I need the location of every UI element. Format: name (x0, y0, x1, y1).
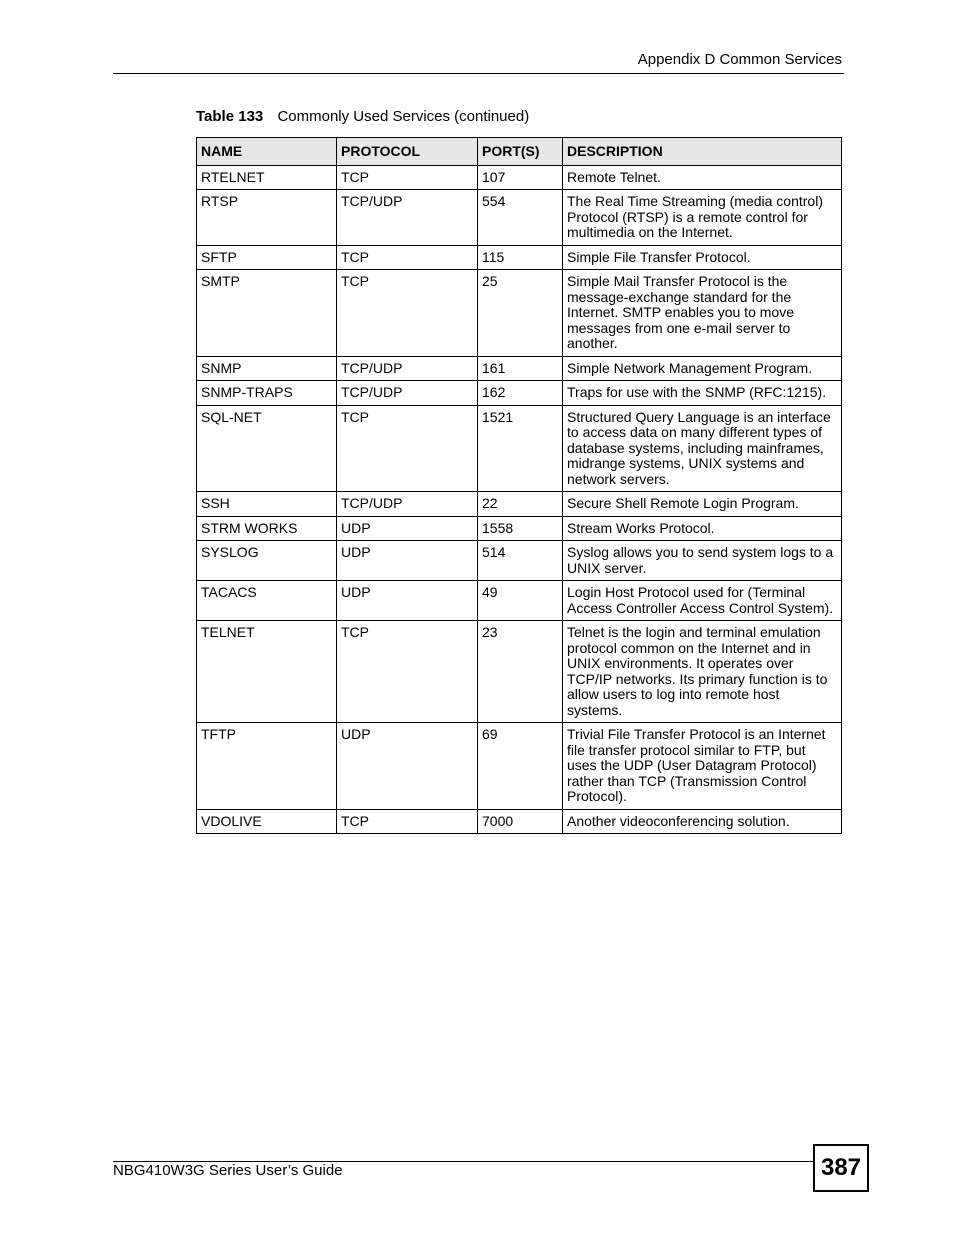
cell-protocol: TCP (337, 809, 478, 834)
header-title: Appendix D Common Services (637, 51, 842, 68)
cell-name: TACACS (197, 581, 337, 621)
cell-ports: 7000 (478, 809, 563, 834)
table-row (197, 270, 842, 357)
table-body (197, 165, 842, 834)
cell-protocol: UDP (337, 541, 478, 581)
column-header-ports: PORT(S) (478, 138, 563, 166)
cell-name: RTSP (197, 190, 337, 246)
cell-ports: 162 (478, 381, 563, 406)
cell-ports: 554 (478, 190, 563, 246)
cell-ports: 22 (478, 492, 563, 517)
cell-ports: 49 (478, 581, 563, 621)
cell-protocol: TCP/UDP (337, 381, 478, 406)
table-row (197, 516, 842, 541)
cell-protocol: UDP (337, 723, 478, 810)
table-row (197, 581, 842, 621)
column-header-name: NAME (197, 138, 337, 166)
cell-protocol: TCP (337, 270, 478, 357)
cell-protocol: TCP/UDP (337, 492, 478, 517)
cell-name: TELNET (197, 621, 337, 723)
cell-description: Simple Mail Transfer Protocol is the message-exchange standard for the Internet. SMTP enables you to move messages from one e-mail server to another. (563, 270, 842, 357)
services-table (196, 137, 842, 834)
cell-name: SSH (197, 492, 337, 517)
table-row (197, 165, 842, 190)
cell-description: Remote Telnet. (563, 165, 842, 190)
table-header-row (197, 138, 842, 166)
cell-name: TFTP (197, 723, 337, 810)
cell-name: STRM WORKS (197, 516, 337, 541)
cell-ports: 514 (478, 541, 563, 581)
cell-protocol: TCP (337, 165, 478, 190)
cell-description: Stream Works Protocol. (563, 516, 842, 541)
header-divider (113, 73, 844, 74)
cell-name: SMTP (197, 270, 337, 357)
cell-name: SQL-NET (197, 405, 337, 492)
cell-protocol: TCP (337, 405, 478, 492)
table-row (197, 809, 842, 834)
table-row (197, 723, 842, 810)
column-header-description: DESCRIPTION (563, 138, 842, 166)
cell-protocol: TCP (337, 245, 478, 270)
cell-description: Login Host Protocol used for (Terminal Access Controller Access Control System). (563, 581, 842, 621)
page-number: 387 (813, 1144, 869, 1192)
cell-name: SYSLOG (197, 541, 337, 581)
table-caption-label: Table 133 (196, 108, 264, 125)
table-row (197, 405, 842, 492)
cell-description: Traps for use with the SNMP (RFC:1215). (563, 381, 842, 406)
cell-ports: 1558 (478, 516, 563, 541)
cell-name: RTELNET (197, 165, 337, 190)
cell-protocol: UDP (337, 516, 478, 541)
cell-ports: 23 (478, 621, 563, 723)
cell-protocol: TCP/UDP (337, 190, 478, 246)
column-header-protocol: PROTOCOL (337, 138, 478, 166)
cell-ports: 25 (478, 270, 563, 357)
cell-description: Structured Query Language is an interface to access data on many different types of database systems, including mainframes, midrange systems, UNIX systems and network servers. (563, 405, 842, 492)
cell-name: SNMP-TRAPS (197, 381, 337, 406)
cell-protocol: UDP (337, 581, 478, 621)
table-row (197, 190, 842, 246)
cell-name: SFTP (197, 245, 337, 270)
cell-description: The Real Time Streaming (media control) Protocol (RTSP) is a remote control for multimedia on the Internet. (563, 190, 842, 246)
cell-ports: 69 (478, 723, 563, 810)
table-row (197, 356, 842, 381)
table-row (197, 541, 842, 581)
cell-protocol: TCP/UDP (337, 356, 478, 381)
cell-description: Simple File Transfer Protocol. (563, 245, 842, 270)
table-row (197, 381, 842, 406)
cell-description: Syslog allows you to send system logs to a UNIX server. (563, 541, 842, 581)
cell-ports: 115 (478, 245, 563, 270)
table-caption-text: Commonly Used Services (continued) (277, 108, 530, 125)
cell-protocol: TCP (337, 621, 478, 723)
cell-name: VDOLIVE (197, 809, 337, 834)
cell-ports: 1521 (478, 405, 563, 492)
cell-ports: 161 (478, 356, 563, 381)
cell-name: SNMP (197, 356, 337, 381)
table-row (197, 492, 842, 517)
table-row (197, 245, 842, 270)
cell-ports: 107 (478, 165, 563, 190)
cell-description: Telnet is the login and terminal emulation protocol common on the Internet and in UNIX environments. It operates over TCP/IP networks. Its primary function is to allow users to log into remote host systems. (563, 621, 842, 723)
table-caption (196, 108, 529, 125)
cell-description: Simple Network Management Program. (563, 356, 842, 381)
cell-description: Another videoconferencing solution. (563, 809, 842, 834)
footer-title: NBG410W3G Series User’s Guide (113, 1162, 343, 1179)
table-row (197, 621, 842, 723)
cell-description: Secure Shell Remote Login Program. (563, 492, 842, 517)
cell-description: Trivial File Transfer Protocol is an Internet file transfer protocol similar to FTP, but uses the UDP (User Datagram Protocol) rather than TCP (Transmission Control Protocol). (563, 723, 842, 810)
